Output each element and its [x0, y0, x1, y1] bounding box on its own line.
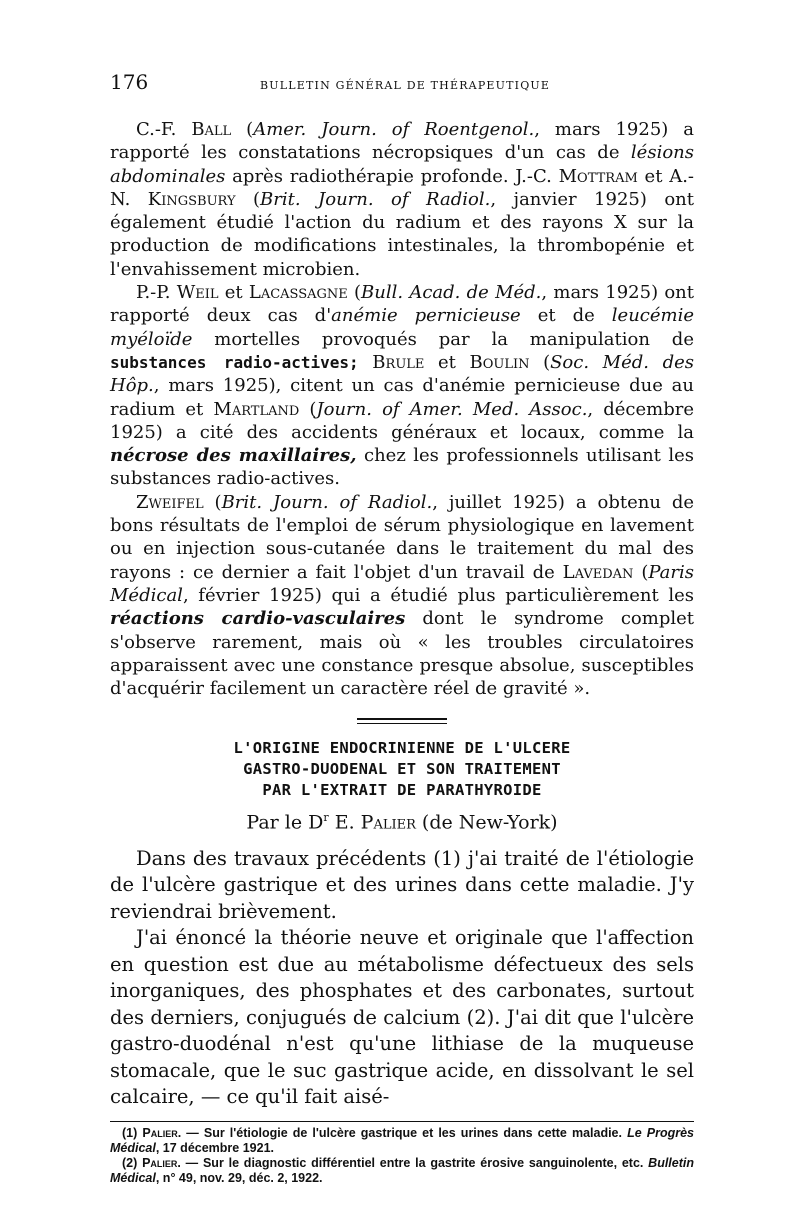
article-byline: Par le $D^r$ E. Palier (de New-York): [246, 811, 558, 834]
page-number: 176: [110, 70, 149, 94]
footnote-1: (1) Palier. — Sur l'étiologie de l'ulcère gastrique et les urines dans cette maladie. Le Progrès Médical, 17 décembre 1921.: [110, 1125, 694, 1155]
footnote-rule: [110, 1121, 694, 1122]
section-divider: [357, 718, 447, 724]
paragraph-zweifel: Zweifel (Brit. Journ. of Radiol., juillet 1925) a obtenu de bons résultats de l'emploi de sérum physiologique en lavement ou en injection sous-cutanée dans le traitement du mal des rayons : ce dernier a fait l'objet d'un travail de Lavedan (Paris Médical, février 1925) qui a étudié plus particulièrement les réactions cardio-vasculaires dont le syndrome complet s'observe rarement, mais où « les troubles circulatoires apparaissent avec une constance presque absolue, susceptibles d'acquérir facilement un caractère réel de gravité ».: [110, 491, 694, 700]
document-page: [110, 70, 694, 1186]
paragraph-weil: P.-P. Weil et Lacassagne (Bull. Acad. de Méd., mars 1925) ont rapporté deux cas d'anémie pernicieuse et de leucémie myéloïde mortelles provoqués par la manipulation de substances radio-actives; Brule et Boulin (Soc. Méd. des Hôp., mars 1925), citent un cas d'anémie pernicieuse due au radium et Martland (Journ. of Amer. Med. Assoc., décembre 1925) a cité des accidents généraux et locaux, comme la nécrose des maxillaires, chez les professionnels utilisant les substances radio-actives.: [110, 282, 695, 490]
article-paragraph-1: Dans des travaux précédents (1) j'ai traité de l'étiologie de l'ulcère gastrique et des urines dans cette maladie. J'y reviendrai brièvement.: [110, 846, 694, 923]
footnote-2: (2) Palier. — Sur le diagnostic différentiel entre la gastrite érosive sanguinolente, etc. Bulletin Médical, n° 49, nov. 29, déc. 2, 1922.: [110, 1155, 695, 1185]
article-paragraph-2: J'ai énoncé la théorie neuve et originale que l'affection en question est due au métabolisme défectueux des sels inorganiques, des phosphates et des carbonates, surtout des derniers, conjugués de calcium (2). J'ai dit que l'ulcère gastro-duodénal n'est qu'une lithiase de la muqueuse stomacale, que le suc gastrique acide, en dissolvant le sel calcaire, — ce qu'il fait aisé-: [110, 926, 694, 1109]
running-title: BULLETIN GÉNÉRAL DE THÉRAPEUTIQUE: [260, 79, 551, 92]
footnotes: [110, 1126, 694, 1186]
article-title: L'ORIGINE ENDOCRINIENNE DE L'ULCERE GASTRO-DUODENAL ET SON TRAITEMENT PAR L'EXTRAIT DE PARATHYROIDE: [233, 739, 571, 800]
paragraph-ball: C.-F. Ball (Amer. Journ. of Roentgenol., mars 1925) a rapporté les constatations nécropsiques d'un cas de lésions abdominales après radiothérapie profonde. J.-C. Mottram et A.-N. Kingsbury (Brit. Journ. of Radiol., janvier 1925) ont également étudié l'action du radium et des rayons X sur la production de modifications intestinales, la thrombopénie et l'envahissement microbien.: [110, 119, 695, 280]
article-body: [110, 846, 694, 1111]
page-header: [110, 70, 694, 94]
